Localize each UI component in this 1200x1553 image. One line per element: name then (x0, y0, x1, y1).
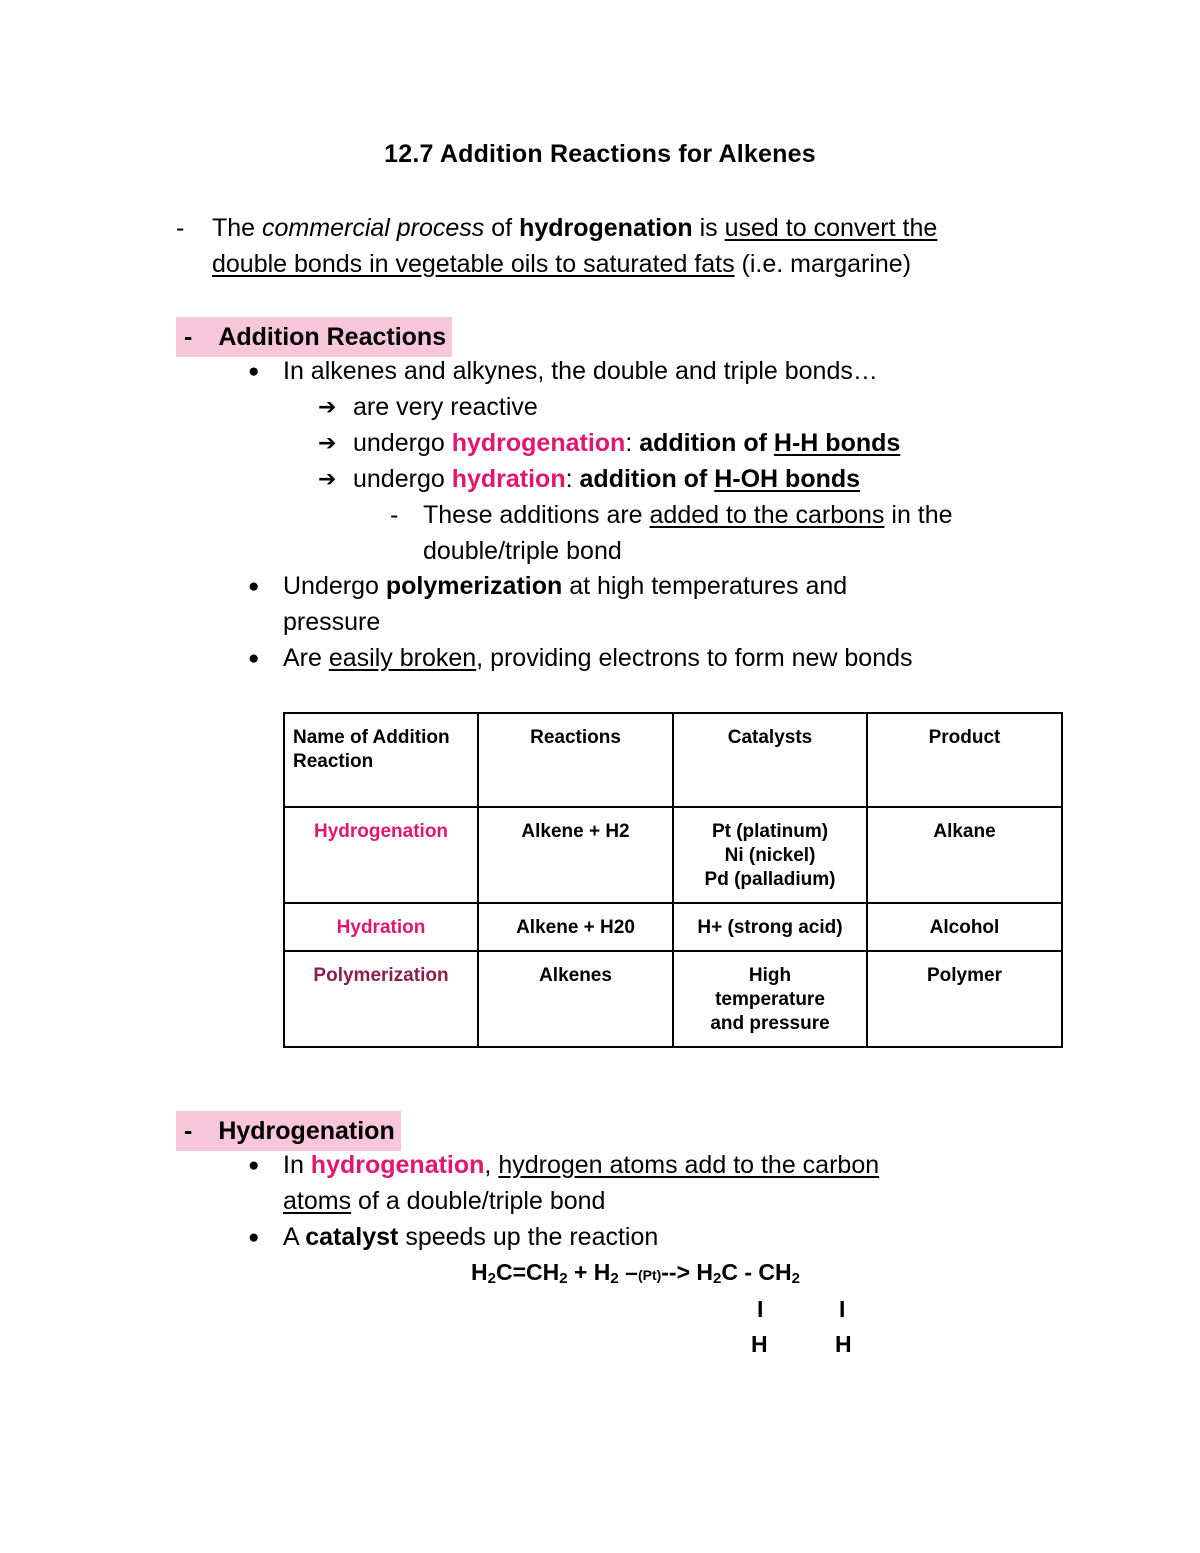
hydrogenation-bullet-1 (283, 1147, 879, 1183)
eq-catalyst: (Pt) (637, 1267, 662, 1283)
cell-name: Hydrogenation (284, 807, 478, 903)
eq-subscript: 2 (610, 1270, 619, 1287)
hydrogenation-bullet-1-line-2 (283, 1183, 605, 1219)
text: These additions are (423, 501, 650, 529)
addition-arrow-1: are very reactive (353, 393, 538, 421)
cell-catalysts (673, 807, 867, 903)
table-header-row (284, 713, 1062, 807)
header-product: Product (867, 713, 1062, 807)
table-row (284, 951, 1062, 1047)
hydrogenation-heading-highlight (176, 1111, 401, 1151)
underline-bold: H-OH bonds (714, 465, 861, 493)
cell-catalysts: H+ (strong acid) (673, 903, 867, 951)
addition-reactions-table (283, 712, 1063, 1048)
bond-line-right: I (839, 1296, 846, 1322)
term-hydration: hydration (451, 465, 566, 493)
arrow-icon: ➔ (318, 430, 337, 455)
term-hydrogenation: hydrogenation (310, 1151, 485, 1179)
intro-underline: used to convert the (724, 214, 938, 242)
intro-bold: hydrogenation (519, 214, 693, 242)
addition-arrow-2 (353, 425, 900, 461)
cell-catalysts: High temperature and pressure (673, 951, 867, 1047)
bold-text: addition of (639, 429, 774, 457)
catalyst: Ni (nickel) (724, 845, 816, 866)
hydrogen-right: H (835, 1331, 852, 1357)
addition-bullet-2-line-2: pressure (283, 608, 381, 636)
eq-part: C - CH (721, 1259, 792, 1285)
bond-line-left: I (757, 1296, 764, 1322)
text: undergo (353, 429, 452, 457)
text: : (565, 465, 580, 493)
heading-text: Addition Reactions (218, 323, 447, 351)
underline-bold: H-H bonds (773, 429, 901, 457)
bullet-icon: ● (248, 1227, 260, 1248)
eq-part: + H (567, 1259, 611, 1285)
intro-text: (i.e. margarine) (734, 250, 912, 278)
catalyst: Pt (platinum) (711, 821, 829, 842)
eq-part: --> H (661, 1259, 714, 1285)
bold-text: polymerization (385, 572, 563, 600)
hydrogenation-equation (471, 1259, 800, 1287)
addition-sub-1 (423, 497, 953, 533)
intro-text: of (484, 214, 520, 242)
text: of a double/triple bond (351, 1187, 606, 1215)
eq-subscript: 2 (791, 1270, 800, 1287)
bullet-icon: ● (248, 1155, 260, 1176)
text: , providing electrons to form new bonds (476, 644, 913, 672)
intro-text: is (692, 214, 725, 242)
addition-heading (176, 317, 452, 357)
intro-line-1 (212, 210, 937, 246)
eq-part: H (471, 1259, 488, 1285)
addition-bullet-2 (283, 568, 847, 604)
hydrogen-left: H (751, 1331, 768, 1357)
eq-part: C=CH (495, 1259, 560, 1285)
addition-bullet-1: In alkenes and alkynes, the double and triple bonds… (283, 357, 878, 385)
underline: added to the carbons (649, 501, 885, 529)
arrow-icon: ➔ (318, 466, 337, 491)
text: in the (884, 501, 953, 529)
table-row (284, 807, 1062, 903)
intro-line-2 (212, 246, 911, 282)
header-reactions: Reactions (478, 713, 673, 807)
eq-subscript: 2 (559, 1270, 568, 1287)
addition-heading-highlight (176, 317, 452, 357)
heading-dash: - (184, 1117, 193, 1145)
text: speeds up the reaction (398, 1223, 659, 1251)
text: , (484, 1151, 499, 1179)
catalyst: Pd (palladium) (704, 869, 836, 890)
sub-dash: - (390, 501, 399, 529)
addition-arrow-3 (353, 461, 860, 497)
text: In (283, 1151, 311, 1179)
term-hydrogenation: hydrogenation (451, 429, 626, 457)
cell-reaction: Alkenes (478, 951, 673, 1047)
underline: hydrogen atoms add to the carbon (498, 1151, 880, 1179)
page-title: 12.7 Addition Reactions for Alkenes (384, 140, 816, 168)
bullet-icon: ● (248, 361, 260, 382)
eq-subscript: 2 (487, 1270, 496, 1287)
bullet-icon: ● (248, 576, 260, 597)
text: A (283, 1223, 306, 1251)
intro-dash: - (176, 214, 185, 242)
hydrogenation-bullet-2 (283, 1219, 658, 1255)
cell-product: Alkane (867, 807, 1062, 903)
text: at high temperatures and (562, 572, 848, 600)
arrow-icon: ➔ (318, 394, 337, 419)
cell-reaction: Alkene + H2 (478, 807, 673, 903)
heading-text: Hydrogenation (218, 1117, 395, 1145)
addition-bullet-3 (283, 640, 913, 676)
header-catalysts: Catalysts (673, 713, 867, 807)
cell-reaction: Alkene + H20 (478, 903, 673, 951)
eq-part: – (618, 1259, 638, 1285)
cell-product: Alcohol (867, 903, 1062, 951)
text: Undergo (283, 572, 386, 600)
text: : (625, 429, 640, 457)
cell-product: Polymer (867, 951, 1062, 1047)
intro-italic: commercial process (262, 214, 485, 242)
underline: easily broken (328, 644, 477, 672)
underline: atoms (283, 1187, 352, 1215)
hydrogenation-heading (176, 1111, 401, 1151)
bullet-icon: ● (248, 648, 260, 669)
header-name: Name of Addition Reaction (284, 713, 478, 807)
bold-text: catalyst (305, 1223, 399, 1251)
eq-subscript: 2 (713, 1270, 722, 1287)
bold-text: addition of (579, 465, 715, 493)
intro-underline: double bonds in vegetable oils to saturated fats (212, 250, 735, 278)
heading-dash: - (184, 323, 193, 351)
cell-name: Hydration (284, 903, 478, 951)
addition-sub-1-line-2: double/triple bond (423, 537, 622, 565)
intro-text: The (212, 214, 263, 242)
table-row (284, 903, 1062, 951)
text: Are (283, 644, 329, 672)
cell-name: Polymerization (284, 951, 478, 1047)
text: undergo (353, 465, 452, 493)
